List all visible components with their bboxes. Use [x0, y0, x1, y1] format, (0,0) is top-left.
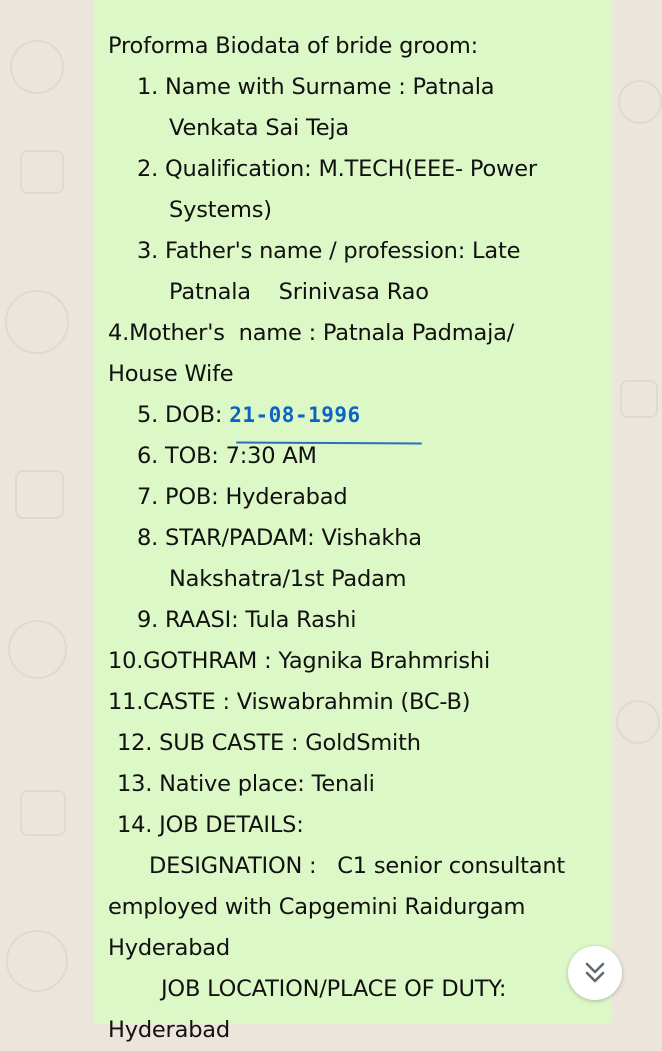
message-line: 12. SUB CASTE : GoldSmith — [117, 730, 421, 756]
message-line: 1. Name with Surname : Patnala — [137, 74, 495, 100]
message-line: 11.CASTE : Viswabrahmin (BC-B) — [108, 689, 471, 715]
message-line: Systems) — [169, 197, 272, 223]
message-line: Patnala Srinivasa Rao — [169, 279, 429, 305]
message-bubble[interactable] — [94, 0, 612, 1043]
message-title: Proforma Biodata of bride groom: — [108, 33, 478, 59]
message-line: 9. RAASI: Tula Rashi — [137, 607, 357, 633]
message-line: Hyderabad — [108, 1017, 230, 1043]
message-line: 14. JOB DETAILS: — [117, 812, 304, 838]
message-line: 6. TOB: 7:30 AM — [137, 443, 317, 469]
message-line: Nakshatra/1st Padam — [169, 566, 407, 592]
message-line: 4.Mother's name : Patnala Padmaja/ — [108, 320, 515, 346]
message-line: DESIGNATION : C1 senior consultant — [149, 853, 566, 879]
message-line: 8. STAR/PADAM: Vishakha — [137, 525, 422, 551]
dob-label: 5. DOB: — [137, 402, 230, 428]
message-line: 10.GOTHRAM : Yagnika Brahmrishi — [108, 648, 490, 674]
message-line: Venkata Sai Teja — [169, 115, 350, 141]
message-line: 3. Father's name / profession: Late — [137, 238, 521, 264]
message-line: Hyderabad — [108, 935, 230, 961]
message-line: JOB LOCATION/PLACE OF DUTY: — [161, 976, 507, 1002]
message-line: employed with Capgemini Raidurgam — [108, 894, 526, 920]
dob-line — [108, 395, 612, 436]
scroll-to-bottom-button[interactable] — [568, 946, 622, 1000]
double-chevron-down-icon — [584, 961, 606, 985]
message-line: 7. POB: Hyderabad — [137, 484, 348, 510]
message-line: 2. Qualification: M.TECH(EEE- Power — [137, 156, 537, 182]
message-line: 13. Native place: Tenali — [117, 771, 375, 797]
message-line: House Wife — [108, 361, 234, 387]
dob-handwritten-value: 21-08-1996 — [229, 403, 361, 427]
